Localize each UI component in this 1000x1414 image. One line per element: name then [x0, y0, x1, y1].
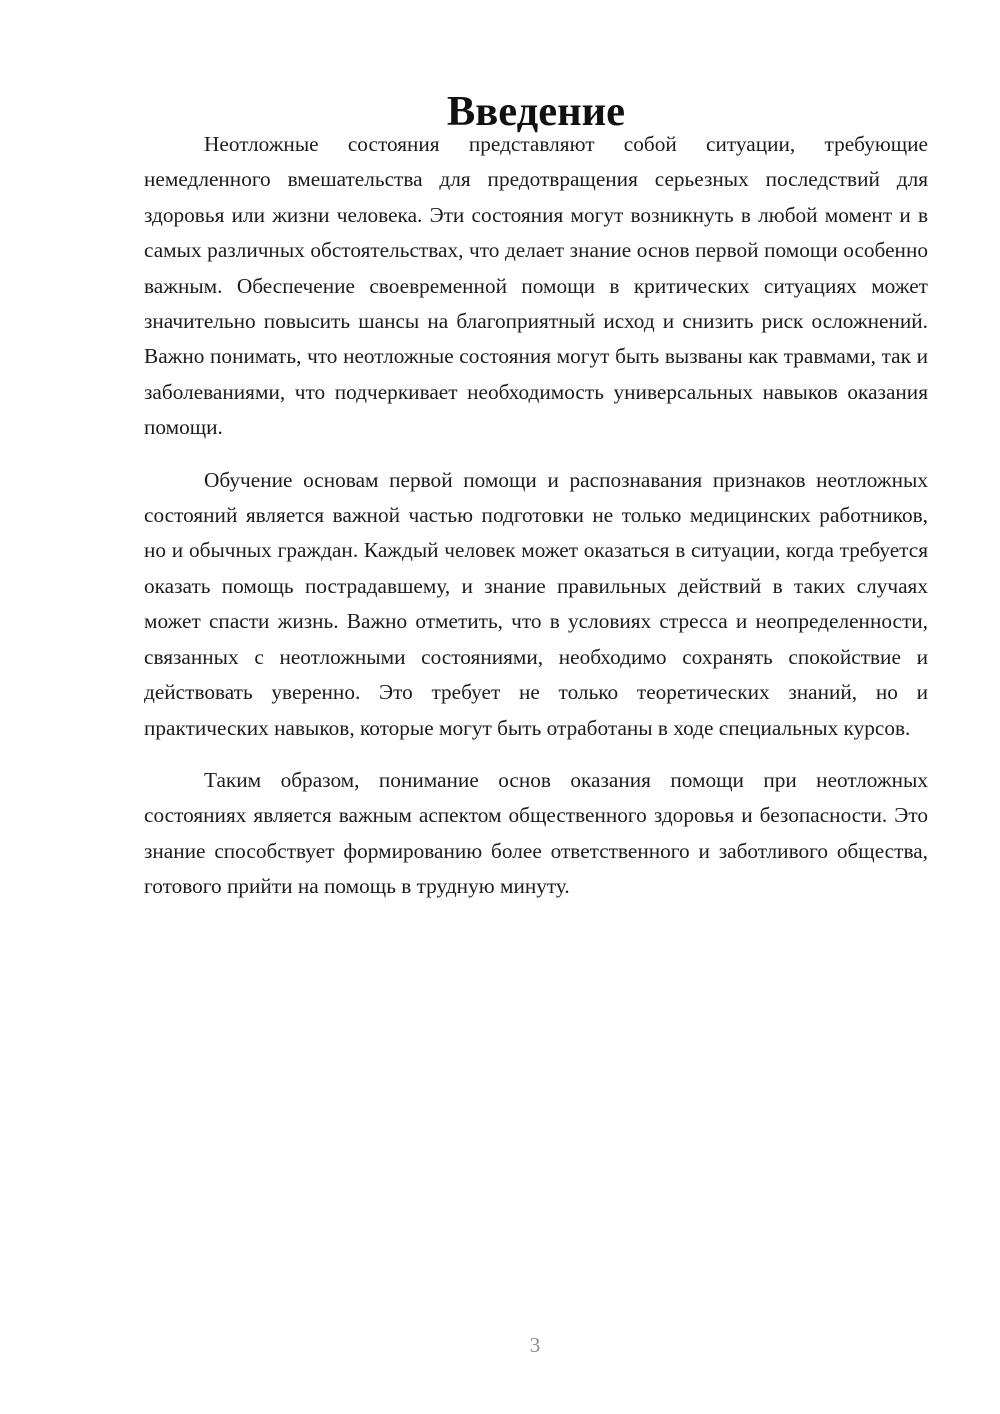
section-heading: Введение	[446, 88, 626, 135]
paragraph-3: Таким образом, понимание основ оказания помощи при неотложных состояниях является важным аспектом общественного здоровья и безопасности. Это знание способствует формированию более ответственного и заботливого общества, готового прийти на помощь в трудную минуту.	[144, 767, 928, 899]
page-content	[144, 88, 928, 905]
paragraph-1: Неотложные состояния представляют собой ситуации, требующие немедленного вмешательства для предотвращения серьезных последствий для здоровья или жизни человека. Эти состояния могут возникнуть в любой момент и в самых различных обстоятельствах, что делает знание основ первой помощи особенно важным. Обеспечение своевременной помощи в критических ситуациях может значительно повысить шансы на благоприятный исход и снизить риск осложнений. Важно понимать, что неотложные состояния могут быть вызваны как травмами, так и заболеваниями, что подчеркивает необходимость универсальных навыков оказания помощи.	[144, 132, 928, 440]
paragraph-2: Обучение основам первой помощи и распознавания признаков неотложных состояний является важной частью подготовки не только медицинских работников, но и обычных граждан. Каждый человек может оказаться в ситуации, когда требуется оказать помощь пострадавшему, и знание правильных действий в таких случаях может спасти жизнь. Важно отметить, что в условиях стресса и неопределенности, связанных с неотложными состояниями, необходимо сохранять спокойствие и действовать уверенно. Это требует не только теоретических знаний, но и практических навыков, которые могут быть отработаны в ходе специальных курсов.	[144, 467, 928, 740]
page-number: 3	[529, 1333, 541, 1357]
